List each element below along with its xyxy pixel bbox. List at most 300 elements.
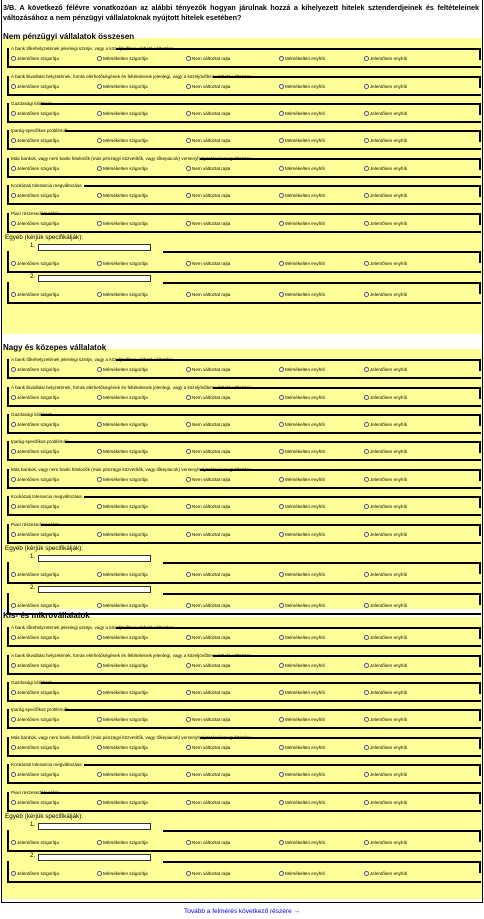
option-5[interactable] <box>364 662 407 670</box>
option-3[interactable] <box>186 634 230 642</box>
radio-button[interactable] <box>186 603 191 608</box>
option-1[interactable] <box>11 220 59 228</box>
radio-button[interactable] <box>279 292 284 297</box>
option-1[interactable] <box>11 260 59 268</box>
radio-button[interactable] <box>279 449 284 454</box>
radio-button[interactable] <box>186 221 191 226</box>
option-4[interactable] <box>279 602 325 610</box>
option-1[interactable] <box>11 165 59 173</box>
option-4[interactable] <box>279 744 325 752</box>
option-2[interactable] <box>97 192 148 200</box>
option-5[interactable] <box>364 394 407 402</box>
option-5[interactable] <box>364 716 407 724</box>
radio-button[interactable] <box>186 84 191 89</box>
option-3[interactable] <box>186 55 230 63</box>
option-5[interactable] <box>364 220 407 228</box>
option-4[interactable] <box>279 220 325 228</box>
radio-button[interactable] <box>279 477 284 482</box>
option-1[interactable] <box>11 839 59 847</box>
radio-button[interactable] <box>11 261 16 266</box>
radio-button[interactable] <box>186 138 191 143</box>
option-2[interactable] <box>97 291 148 299</box>
option-1[interactable] <box>11 394 59 402</box>
radio-button[interactable] <box>364 477 369 482</box>
option-5[interactable] <box>364 291 407 299</box>
radio-button[interactable] <box>186 166 191 171</box>
radio-button[interactable] <box>279 572 284 577</box>
radio-button[interactable] <box>97 871 102 876</box>
option-2[interactable] <box>97 571 148 579</box>
option-5[interactable] <box>364 110 407 118</box>
radio-button[interactable] <box>11 690 16 695</box>
radio-button[interactable] <box>186 572 191 577</box>
radio-button[interactable] <box>364 840 369 845</box>
option-5[interactable] <box>364 571 407 579</box>
option-4[interactable] <box>279 476 325 484</box>
radio-button[interactable] <box>11 477 16 482</box>
option-label: Jelentősen szigorítja <box>17 261 59 266</box>
radio-button[interactable] <box>279 221 284 226</box>
radio-button[interactable] <box>186 772 191 777</box>
radio-button[interactable] <box>364 635 369 640</box>
radio-button[interactable] <box>11 56 16 61</box>
option-label: Mérsékelten szigorítja <box>103 422 148 427</box>
option-2[interactable] <box>97 476 148 484</box>
radio-button[interactable] <box>364 84 369 89</box>
option-3[interactable] <box>186 503 230 511</box>
radio-button[interactable] <box>97 690 102 695</box>
radio-button[interactable] <box>97 111 102 116</box>
option-1[interactable] <box>11 634 59 642</box>
radio-button[interactable] <box>186 690 191 695</box>
option-2[interactable] <box>97 503 148 511</box>
radio-button[interactable] <box>364 367 369 372</box>
option-1[interactable] <box>11 716 59 724</box>
radio-button[interactable] <box>279 717 284 722</box>
radio-button[interactable] <box>11 395 16 400</box>
radio-button[interactable] <box>97 166 102 171</box>
radio-button[interactable] <box>279 84 284 89</box>
option-1[interactable] <box>11 110 59 118</box>
radio-button[interactable] <box>11 663 16 668</box>
option-1[interactable] <box>11 291 59 299</box>
option-3[interactable] <box>186 476 230 484</box>
option-2[interactable] <box>97 689 148 697</box>
option-2[interactable] <box>97 448 148 456</box>
other-label: Egyéb (kérjük specifikálják): <box>5 234 84 241</box>
radio-button[interactable] <box>186 422 191 427</box>
option-3[interactable] <box>186 870 230 878</box>
option-3[interactable] <box>186 716 230 724</box>
divider <box>7 48 9 67</box>
option-3[interactable] <box>186 771 230 779</box>
radio-button[interactable] <box>364 449 369 454</box>
option-4[interactable] <box>279 716 325 724</box>
option-5[interactable] <box>364 192 407 200</box>
radio-button[interactable] <box>186 745 191 750</box>
radio-button[interactable] <box>186 635 191 640</box>
radio-button[interactable] <box>364 261 369 266</box>
radio-button[interactable] <box>364 422 369 427</box>
option-1[interactable] <box>11 602 59 610</box>
option-4[interactable] <box>279 366 325 374</box>
option-2[interactable] <box>97 55 148 63</box>
option-label: Nem változtat rajta <box>192 422 231 427</box>
radio-button[interactable] <box>186 292 191 297</box>
radio-button[interactable] <box>97 367 102 372</box>
option-5[interactable] <box>364 55 407 63</box>
option-2[interactable] <box>97 220 148 228</box>
option-4[interactable] <box>279 110 325 118</box>
option-label: Mérsékelten enyhíti <box>285 193 325 198</box>
section-title: Nagy és közepes vállalatok <box>3 343 107 352</box>
radio-button[interactable] <box>364 800 369 805</box>
option-5[interactable] <box>364 531 407 539</box>
radio-button[interactable] <box>364 111 369 116</box>
radio-button[interactable] <box>186 56 191 61</box>
option-5[interactable] <box>364 839 407 847</box>
radio-button[interactable] <box>11 635 16 640</box>
option-4[interactable] <box>279 839 325 847</box>
radio-button[interactable] <box>97 261 102 266</box>
radio-button[interactable] <box>97 504 102 509</box>
radio-button[interactable] <box>364 532 369 537</box>
radio-button[interactable] <box>186 800 191 805</box>
option-label: Mérsékelten szigorítja <box>103 745 148 750</box>
divider <box>7 76 9 95</box>
radio-button[interactable] <box>186 193 191 198</box>
option-1[interactable] <box>11 662 59 670</box>
option-2[interactable] <box>97 137 148 145</box>
option-3[interactable] <box>186 394 230 402</box>
radio-button[interactable] <box>186 111 191 116</box>
option-4[interactable] <box>279 662 325 670</box>
option-1[interactable] <box>11 744 59 752</box>
radio-button[interactable] <box>364 504 369 509</box>
radio-button[interactable] <box>186 449 191 454</box>
radio-button[interactable] <box>279 504 284 509</box>
radio-button[interactable] <box>186 871 191 876</box>
option-4[interactable] <box>279 870 325 878</box>
radio-button[interactable] <box>97 221 102 226</box>
option-3[interactable] <box>186 662 230 670</box>
option-5[interactable] <box>364 421 407 429</box>
radio-button[interactable] <box>279 193 284 198</box>
option-3[interactable] <box>186 839 230 847</box>
divider <box>479 709 481 721</box>
option-2[interactable] <box>97 634 148 642</box>
radio-button[interactable] <box>186 261 191 266</box>
option-3[interactable] <box>186 260 230 268</box>
option-1[interactable] <box>11 55 59 63</box>
divider <box>479 48 481 60</box>
option-2[interactable] <box>97 110 148 118</box>
radio-button[interactable] <box>97 635 102 640</box>
radio-button[interactable] <box>11 572 16 577</box>
option-5[interactable] <box>364 771 407 779</box>
option-5[interactable] <box>364 476 407 484</box>
radio-button[interactable] <box>97 84 102 89</box>
radio-button[interactable] <box>97 395 102 400</box>
option-2[interactable] <box>97 531 148 539</box>
divider <box>65 709 481 711</box>
radio-button[interactable] <box>97 193 102 198</box>
radio-button[interactable] <box>186 504 191 509</box>
radio-button[interactable] <box>11 111 16 116</box>
option-4[interactable] <box>279 55 325 63</box>
option-4[interactable] <box>279 192 325 200</box>
radio-button[interactable] <box>279 871 284 876</box>
radio-button[interactable] <box>364 871 369 876</box>
option-4[interactable] <box>279 771 325 779</box>
radio-button[interactable] <box>97 292 102 297</box>
option-4[interactable] <box>279 634 325 642</box>
option-3[interactable] <box>186 137 230 145</box>
option-3[interactable] <box>186 192 230 200</box>
option-5[interactable] <box>364 689 407 697</box>
radio-button[interactable] <box>279 395 284 400</box>
option-label: Nem változtat rajta <box>192 166 231 171</box>
option-1[interactable] <box>11 870 59 878</box>
option-2[interactable] <box>97 366 148 374</box>
option-3[interactable] <box>186 689 230 697</box>
radio-button[interactable] <box>97 572 102 577</box>
radio-button[interactable] <box>11 221 16 226</box>
option-label: Jelentősen enyhíti <box>370 367 408 372</box>
option-3[interactable] <box>186 744 230 752</box>
radio-button[interactable] <box>11 166 16 171</box>
divider <box>7 861 9 882</box>
option-4[interactable] <box>279 260 325 268</box>
option-2[interactable] <box>97 870 148 878</box>
next-section-link[interactable]: Tovább a felmérés következő részére → <box>184 908 300 915</box>
radio-button[interactable] <box>11 717 16 722</box>
radio-button[interactable] <box>279 422 284 427</box>
radio-button[interactable] <box>186 367 191 372</box>
radio-button[interactable] <box>279 166 284 171</box>
option-3[interactable] <box>186 366 230 374</box>
radio-button[interactable] <box>364 572 369 577</box>
radio-button[interactable] <box>279 663 284 668</box>
radio-button[interactable] <box>11 532 16 537</box>
option-2[interactable] <box>97 839 148 847</box>
option-1[interactable] <box>11 799 59 807</box>
option-1[interactable] <box>11 448 59 456</box>
radio-button[interactable] <box>11 603 16 608</box>
option-3[interactable] <box>186 602 230 610</box>
option-5[interactable] <box>364 503 407 511</box>
option-5[interactable] <box>364 83 407 91</box>
radio-button[interactable] <box>11 422 16 427</box>
option-5[interactable] <box>364 366 407 374</box>
radio-button[interactable] <box>279 367 284 372</box>
radio-button[interactable] <box>97 800 102 805</box>
option-3[interactable] <box>186 571 230 579</box>
option-1[interactable] <box>11 771 59 779</box>
radio-button[interactable] <box>11 745 16 750</box>
option-2[interactable] <box>97 716 148 724</box>
option-2[interactable] <box>97 421 148 429</box>
option-2[interactable] <box>97 394 148 402</box>
option-2[interactable] <box>97 260 148 268</box>
option-1[interactable] <box>11 192 59 200</box>
radio-button[interactable] <box>364 717 369 722</box>
radio-button[interactable] <box>364 193 369 198</box>
option-2[interactable] <box>97 771 148 779</box>
radio-button[interactable] <box>11 449 16 454</box>
radio-button[interactable] <box>11 367 16 372</box>
radio-button[interactable] <box>11 193 16 198</box>
option-1[interactable] <box>11 476 59 484</box>
option-4[interactable] <box>279 689 325 697</box>
option-1[interactable] <box>11 503 59 511</box>
radio-button[interactable] <box>186 840 191 845</box>
option-2[interactable] <box>97 83 148 91</box>
radio-button[interactable] <box>364 395 369 400</box>
radio-button[interactable] <box>97 56 102 61</box>
radio-button[interactable] <box>186 717 191 722</box>
radio-button[interactable] <box>186 663 191 668</box>
radio-button[interactable] <box>97 745 102 750</box>
divider <box>479 158 481 170</box>
option-1[interactable] <box>11 83 59 91</box>
option-1[interactable] <box>11 366 59 374</box>
option-4[interactable] <box>279 291 325 299</box>
radio-button[interactable] <box>364 221 369 226</box>
option-5[interactable] <box>364 870 407 878</box>
option-5[interactable] <box>364 165 407 173</box>
radio-button[interactable] <box>186 395 191 400</box>
radio-button[interactable] <box>11 138 16 143</box>
radio-button[interactable] <box>364 772 369 777</box>
radio-button[interactable] <box>279 56 284 61</box>
option-3[interactable] <box>186 448 230 456</box>
option-2[interactable] <box>97 662 148 670</box>
radio-button[interactable] <box>364 292 369 297</box>
option-3[interactable] <box>186 165 230 173</box>
radio-button[interactable] <box>364 663 369 668</box>
radio-button[interactable] <box>279 800 284 805</box>
option-2[interactable] <box>97 744 148 752</box>
option-1[interactable] <box>11 689 59 697</box>
radio-button[interactable] <box>97 717 102 722</box>
divider <box>7 377 481 379</box>
option-label: Jelentősen szigorítja <box>17 477 59 482</box>
option-2[interactable] <box>97 165 148 173</box>
radio-button[interactable] <box>97 138 102 143</box>
divider <box>479 496 481 508</box>
divider <box>41 103 481 105</box>
radio-button[interactable] <box>279 138 284 143</box>
divider <box>479 387 481 399</box>
radio-button[interactable] <box>279 261 284 266</box>
option-3[interactable] <box>186 531 230 539</box>
option-4[interactable] <box>279 531 325 539</box>
radio-button[interactable] <box>11 84 16 89</box>
option-1[interactable] <box>11 531 59 539</box>
radio-button[interactable] <box>11 504 16 509</box>
option-5[interactable] <box>364 744 407 752</box>
radio-button[interactable] <box>279 690 284 695</box>
option-1[interactable] <box>11 421 59 429</box>
option-4[interactable] <box>279 83 325 91</box>
radio-button[interactable] <box>364 166 369 171</box>
option-5[interactable] <box>364 799 407 807</box>
option-4[interactable] <box>279 571 325 579</box>
other-option-block <box>7 280 481 304</box>
radio-button[interactable] <box>279 745 284 750</box>
option-5[interactable] <box>364 602 407 610</box>
option-4[interactable] <box>279 448 325 456</box>
radio-button[interactable] <box>11 840 16 845</box>
option-5[interactable] <box>364 634 407 642</box>
radio-button[interactable] <box>11 292 16 297</box>
radio-button[interactable] <box>11 772 16 777</box>
option-1[interactable] <box>11 571 59 579</box>
radio-button[interactable] <box>11 871 16 876</box>
radio-button[interactable] <box>364 603 369 608</box>
radio-button[interactable] <box>97 603 102 608</box>
option-4[interactable] <box>279 165 325 173</box>
radio-button[interactable] <box>364 138 369 143</box>
option-label: Mérsékelten enyhíti <box>285 422 325 427</box>
radio-button[interactable] <box>279 111 284 116</box>
radio-button[interactable] <box>97 663 102 668</box>
radio-button[interactable] <box>97 477 102 482</box>
radio-button[interactable] <box>97 840 102 845</box>
option-3[interactable] <box>186 421 230 429</box>
option-label: Mérsékelten szigorítja <box>103 111 148 116</box>
option-4[interactable] <box>279 421 325 429</box>
option-4[interactable] <box>279 394 325 402</box>
radio-button[interactable] <box>364 745 369 750</box>
radio-button[interactable] <box>97 422 102 427</box>
radio-button[interactable] <box>11 800 16 805</box>
option-5[interactable] <box>364 260 407 268</box>
option-4[interactable] <box>279 503 325 511</box>
radio-button[interactable] <box>186 477 191 482</box>
radio-button[interactable] <box>186 532 191 537</box>
divider <box>7 469 9 488</box>
radio-button[interactable] <box>97 532 102 537</box>
radio-button[interactable] <box>279 840 284 845</box>
option-5[interactable] <box>364 448 407 456</box>
other-option-block <box>7 859 481 883</box>
radio-button[interactable] <box>97 772 102 777</box>
option-5[interactable] <box>364 137 407 145</box>
radio-button[interactable] <box>279 635 284 640</box>
radio-button[interactable] <box>279 772 284 777</box>
question-text: 3/B. A következő félévre vonatkozóan az alábbi tényezők hogyan járulnak hozzá a kihelyezett hitelek sztenderdjeinek és feltételeinek változásához a nem pénzügyi vállalatoknak nyújtott hitelek esetében? <box>3 3 479 22</box>
option-1[interactable] <box>11 137 59 145</box>
option-3[interactable] <box>186 110 230 118</box>
option-3[interactable] <box>186 83 230 91</box>
option-2[interactable] <box>97 602 148 610</box>
radio-button[interactable] <box>279 603 284 608</box>
option-4[interactable] <box>279 137 325 145</box>
radio-button[interactable] <box>364 690 369 695</box>
radio-button[interactable] <box>97 449 102 454</box>
option-2[interactable] <box>97 799 148 807</box>
divider <box>163 593 481 595</box>
option-3[interactable] <box>186 220 230 228</box>
option-4[interactable] <box>279 799 325 807</box>
radio-button[interactable] <box>279 532 284 537</box>
option-3[interactable] <box>186 799 230 807</box>
option-3[interactable] <box>186 291 230 299</box>
option-label: Jelentősen szigorítja <box>17 532 59 537</box>
radio-button[interactable] <box>364 56 369 61</box>
